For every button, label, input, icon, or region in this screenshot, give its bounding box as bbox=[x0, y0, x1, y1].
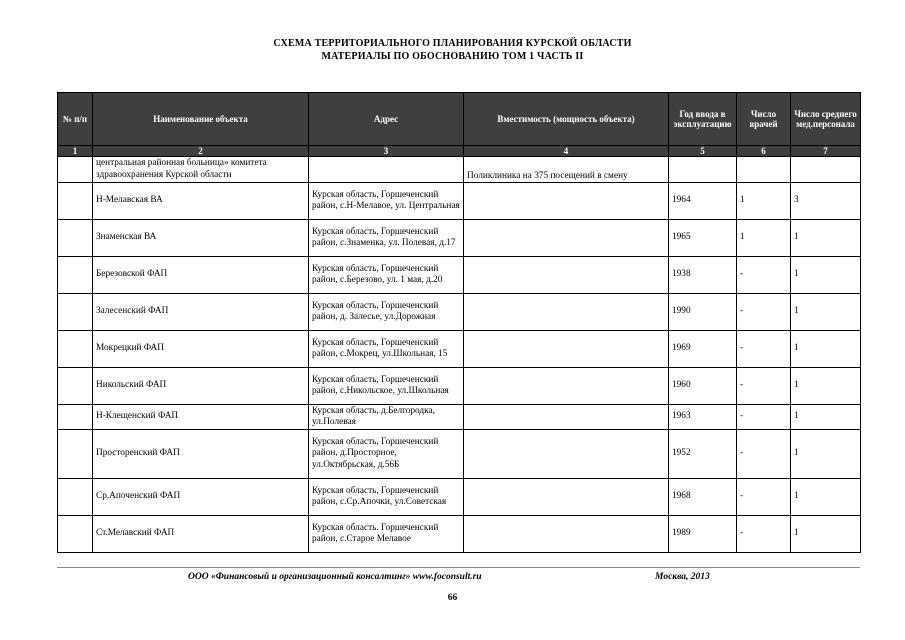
cell-capacity: Поликлиника на 375 посещений в смену bbox=[464, 157, 669, 183]
cell-doctors: 1 bbox=[737, 220, 791, 257]
cell-address: Курская область, Горшеченский район, д.Просторное, ул.Октябрьская, д.56Б bbox=[309, 430, 464, 479]
column-header-address: Адрес bbox=[309, 93, 464, 146]
cell-year: 1960 bbox=[669, 368, 737, 405]
column-number: 5 bbox=[669, 146, 737, 157]
cell-capacity bbox=[464, 479, 669, 516]
cell-number bbox=[58, 220, 93, 257]
cell-doctors: - bbox=[737, 257, 791, 294]
cell-capacity bbox=[464, 516, 669, 553]
cell-doctors: - bbox=[737, 368, 791, 405]
document-subtitle: МАТЕРИАЛЫ ПО ОБОСНОВАНИЮ ТОМ 1 ЧАСТЬ II bbox=[321, 51, 584, 62]
cell-address: Курская область, Горшеченский район, с.Мокрец, ул.Школьная, 15 bbox=[309, 331, 464, 368]
cell-staff: 3 bbox=[791, 183, 861, 220]
cell-name: Ст.Мелавский ФАП bbox=[93, 516, 309, 553]
column-header-number: № п/п bbox=[58, 93, 93, 146]
cell-staff: 1 bbox=[791, 294, 861, 331]
cell-address: Курская область, Горшеченский район, с.Ср.Апочки, ул.Советская bbox=[309, 479, 464, 516]
cell-staff: 1 bbox=[791, 516, 861, 553]
cell-number bbox=[58, 331, 93, 368]
cell-staff: 1 bbox=[791, 331, 861, 368]
table-row bbox=[58, 294, 861, 331]
cell-number bbox=[58, 157, 93, 183]
cell-name: Знаменская ВА bbox=[93, 220, 309, 257]
cell-year: 1952 bbox=[669, 430, 737, 479]
cell-capacity bbox=[464, 368, 669, 405]
table-row bbox=[58, 479, 861, 516]
cell-staff: 1 bbox=[791, 368, 861, 405]
cell-year: 1989 bbox=[669, 516, 737, 553]
table-row bbox=[58, 430, 861, 479]
cell-staff: 1 bbox=[791, 479, 861, 516]
cell-staff: 1 bbox=[791, 430, 861, 479]
column-number: 6 bbox=[737, 146, 791, 157]
cell-capacity bbox=[464, 220, 669, 257]
cell-year: 1938 bbox=[669, 257, 737, 294]
table-row bbox=[58, 516, 861, 553]
cell-capacity bbox=[464, 405, 669, 430]
cell-name: Березовской ФАП bbox=[93, 257, 309, 294]
table-column-numbers-row bbox=[58, 146, 861, 157]
cell-staff bbox=[791, 157, 861, 183]
facilities-table bbox=[57, 92, 861, 553]
table-row bbox=[58, 331, 861, 368]
cell-year: 1990 bbox=[669, 294, 737, 331]
cell-year: 1963 bbox=[669, 405, 737, 430]
cell-doctors: - bbox=[737, 294, 791, 331]
column-number: 2 bbox=[93, 146, 309, 157]
cell-number bbox=[58, 516, 93, 553]
cell-address: Курская область. Горшеченский район, с.Старое Мелавое bbox=[309, 516, 464, 553]
cell-name: Ср.Апоченский ФАП bbox=[93, 479, 309, 516]
footer-divider bbox=[57, 567, 860, 568]
cell-doctors: - bbox=[737, 331, 791, 368]
table-row bbox=[58, 368, 861, 405]
cell-year: 1968 bbox=[669, 479, 737, 516]
cell-address: Курская область, Горшеченский район, с.Березово, ул. 1 мая, д.20 bbox=[309, 257, 464, 294]
cell-year: 1965 bbox=[669, 220, 737, 257]
cell-name: Н-Мелавская ВА bbox=[93, 183, 309, 220]
cell-address: Курская область, Горшеченский район, с.Знаменка, ул. Полевая, д.17 bbox=[309, 220, 464, 257]
table-row bbox=[58, 220, 861, 257]
column-number: 4 bbox=[464, 146, 669, 157]
cell-number bbox=[58, 294, 93, 331]
cell-capacity bbox=[464, 331, 669, 368]
cell-doctors: - bbox=[737, 430, 791, 479]
cell-capacity bbox=[464, 294, 669, 331]
cell-staff: 1 bbox=[791, 405, 861, 430]
cell-number bbox=[58, 257, 93, 294]
cell-capacity bbox=[464, 257, 669, 294]
cell-staff: 1 bbox=[791, 257, 861, 294]
cell-number bbox=[58, 430, 93, 479]
cell-number bbox=[58, 479, 93, 516]
cell-staff: 1 bbox=[791, 220, 861, 257]
cell-address: Курская область, Горшеченский район, с.Никольское, ул.Школьная bbox=[309, 368, 464, 405]
cell-address bbox=[309, 157, 464, 183]
cell-capacity bbox=[464, 183, 669, 220]
cell-name: Никольский ФАП bbox=[93, 368, 309, 405]
cell-number bbox=[58, 368, 93, 405]
cell-name: Просторенский ФАП bbox=[93, 430, 309, 479]
table-row bbox=[58, 257, 861, 294]
column-number: 7 bbox=[791, 146, 861, 157]
cell-doctors: - bbox=[737, 405, 791, 430]
footer-city-year: Москва, 2013 bbox=[655, 572, 710, 582]
cell-year bbox=[669, 157, 737, 183]
table-row bbox=[58, 157, 861, 183]
column-header-capacity: Вместимость (мощность объекта) bbox=[464, 93, 669, 146]
cell-name: центральная районная больница» комитета здравоохранения Курской области bbox=[93, 157, 309, 183]
column-header-doctors: Число врачей bbox=[737, 93, 791, 146]
cell-address: Курская область, Горшеченский район, с.Н-Мелавое, ул. Центральная bbox=[309, 183, 464, 220]
column-number: 1 bbox=[58, 146, 93, 157]
cell-name: Залесенский ФАП bbox=[93, 294, 309, 331]
cell-doctors: - bbox=[737, 479, 791, 516]
document-title: СХЕМА ТЕРРИТОРИАЛЬНОГО ПЛАНИРОВАНИЯ КУРСКОЙ ОБЛАСТИ bbox=[273, 38, 632, 49]
table-row bbox=[58, 183, 861, 220]
cell-name: Мокрецкий ФАП bbox=[93, 331, 309, 368]
cell-number bbox=[58, 405, 93, 430]
cell-number bbox=[58, 183, 93, 220]
cell-doctors: 1 bbox=[737, 183, 791, 220]
cell-address: Курская область, д.Белгородка, ул.Полевая bbox=[309, 405, 464, 430]
cell-name: Н-Клещенский ФАП bbox=[93, 405, 309, 430]
column-number: 3 bbox=[309, 146, 464, 157]
column-header-name: Наименование объекта bbox=[93, 93, 309, 146]
cell-capacity bbox=[464, 430, 669, 479]
cell-address: Курская область, Горшеченский район, д. Залесье, ул.Дорожная bbox=[309, 294, 464, 331]
cell-doctors bbox=[737, 157, 791, 183]
page-number: 66 bbox=[447, 593, 458, 603]
table-header-row bbox=[58, 93, 861, 146]
cell-year: 1964 bbox=[669, 183, 737, 220]
cell-doctors: - bbox=[737, 516, 791, 553]
footer-company: ООО «Финансовый и организационный консалтинг» www.foconsult.ru bbox=[188, 572, 482, 582]
column-header-staff: Число среднего мед.персонала bbox=[791, 93, 861, 146]
column-header-year: Год ввода в эксплуатацию bbox=[669, 93, 737, 146]
cell-year: 1969 bbox=[669, 331, 737, 368]
table-row bbox=[58, 405, 861, 430]
